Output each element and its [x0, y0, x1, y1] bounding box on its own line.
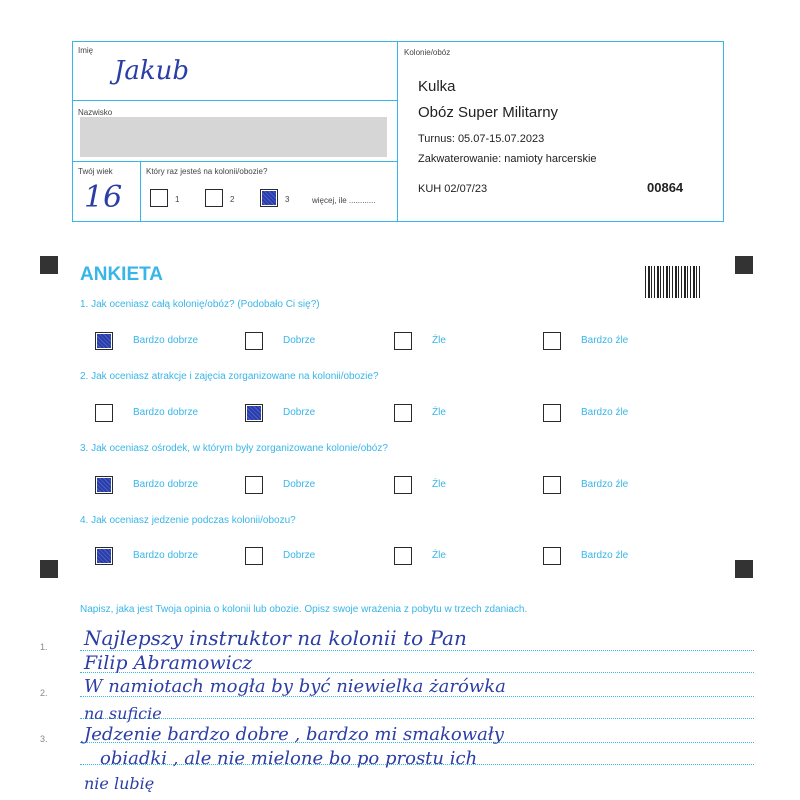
ktory-raz-option-2: 2: [230, 195, 235, 204]
q3-option-bardzo-dobrze-label: Bardzo dobrze: [133, 479, 199, 490]
question-1-text: 1. Jak oceniasz całą kolonię/obóz? (Podobało Ci się?): [80, 299, 320, 310]
q1-option-bardzo-dobrze-checkbox[interactable]: [95, 332, 113, 350]
q2-option-bardzo-zle-label: Bardzo źle: [581, 407, 629, 418]
survey-title: ANKIETA: [80, 264, 164, 285]
q1-option-dobrze-label: Dobrze: [283, 335, 316, 346]
registration-mark-bottom-right: [735, 560, 753, 578]
turnus: Turnus: 05.07-15.07.2023: [418, 133, 545, 145]
q2-option-bardzo-zle-checkbox[interactable]: [543, 404, 561, 422]
form-number: 00864: [647, 180, 684, 195]
q4-option-bardzo-zle-checkbox[interactable]: [543, 547, 561, 565]
q3-option-bardzo-zle-checkbox[interactable]: [543, 476, 561, 494]
q4-option-dobrze-checkbox[interactable]: [245, 547, 263, 565]
q1-option-dobrze-checkbox[interactable]: [245, 332, 263, 350]
q1-option-bardzo-dobrze-label: Bardzo dobrze: [133, 335, 199, 346]
wiek-label: Twój wiek: [78, 167, 113, 176]
q2-option-bardzo-dobrze-checkbox[interactable]: [95, 404, 113, 422]
ktory-raz-label: Który raz jesteś na kolonii/obozie?: [146, 167, 268, 176]
ktory-raz-option-1: 1: [175, 195, 180, 204]
registration-mark-top-left: [40, 256, 58, 274]
ktory-raz-checkbox-3[interactable]: [260, 189, 278, 207]
question-2-text: 2. Jak oceniasz atrakcje i zajęcia zorganizowane na kolonii/obozie?: [80, 371, 379, 382]
q4-option-bardzo-dobrze-label: Bardzo dobrze: [133, 550, 199, 561]
q1-option-bardzo-zle-label: Bardzo źle: [581, 335, 629, 346]
code: KUH 02/07/23: [418, 183, 488, 195]
opinion-prompt: Napisz, jaka jest Twoja opinia o kolonii lub obozie. Opisz swoje wrażenia z pobytu w trzech zdaniach.: [80, 604, 528, 615]
camp-type: Obóz Super Militarny: [418, 104, 559, 121]
q3-option-dobrze-checkbox[interactable]: [245, 476, 263, 494]
registration-mark-bottom-left: [40, 560, 58, 578]
q3-option-zle-checkbox[interactable]: [394, 476, 412, 494]
q1-option-bardzo-zle-checkbox[interactable]: [543, 332, 561, 350]
ktory-raz-checkbox-2[interactable]: [205, 189, 223, 207]
line-number-3: 3.: [40, 734, 48, 744]
q2-option-zle-label: Źle: [432, 407, 446, 418]
zakwaterowanie: Zakwaterowanie: namioty harcerskie: [418, 153, 597, 165]
q3-option-bardzo-zle-label: Bardzo źle: [581, 479, 629, 490]
imie-label: Imię: [78, 46, 94, 55]
question-4-text: 4. Jak oceniasz jedzenie podczas kolonii/obozu?: [80, 515, 296, 526]
q1-option-zle-label: Źle: [432, 335, 446, 346]
ktory-raz-checkbox-1[interactable]: [150, 189, 168, 207]
q1-option-zle-checkbox[interactable]: [394, 332, 412, 350]
q2-option-dobrze-label: Dobrze: [283, 407, 316, 418]
q3-option-bardzo-dobrze-checkbox[interactable]: [95, 476, 113, 494]
header-divider: [397, 41, 398, 221]
ktory-raz-option-3: 3: [285, 195, 290, 204]
registration-mark-top-right: [735, 256, 753, 274]
q2-option-bardzo-dobrze-label: Bardzo dobrze: [133, 407, 199, 418]
answer-line-1a: [80, 650, 754, 651]
q4-option-zle-checkbox[interactable]: [394, 547, 412, 565]
header-age-divider: [140, 161, 141, 221]
q4-option-bardzo-dobrze-checkbox[interactable]: [95, 547, 113, 565]
camp-name: Kulka: [418, 78, 456, 95]
q4-option-bardzo-zle-label: Bardzo źle: [581, 550, 629, 561]
header-row-divider-1: [72, 100, 398, 101]
barcode: [645, 266, 702, 298]
wiek-value[interactable]: 16: [84, 180, 123, 215]
q3-option-zle-label: Źle: [432, 479, 446, 490]
nazwisko-label: Nazwisko: [78, 108, 113, 117]
header-row-divider-2: [72, 161, 398, 162]
q4-option-zle-label: Źle: [432, 550, 446, 561]
q2-option-zle-checkbox[interactable]: [394, 404, 412, 422]
line-number-1: 1.: [40, 642, 48, 652]
q3-option-dobrze-label: Dobrze: [283, 479, 316, 490]
wiecej-label: więcej, ile ............: [312, 196, 376, 205]
answer-line-2b: [80, 718, 754, 719]
nazwisko-redacted: [80, 117, 387, 157]
kolonie-label: Kolonie/obóz: [404, 48, 451, 57]
q4-option-dobrze-label: Dobrze: [283, 550, 316, 561]
handwriting-line-1: Najlepszy instruktor na kolonii to Pan: [84, 626, 467, 650]
handwriting-line-4: na suficie: [84, 704, 162, 723]
imie-value[interactable]: Jakub: [114, 56, 190, 86]
handwriting-line-5: Jedzenie bardzo dobre , bardzo mi smakowały: [84, 724, 504, 745]
q2-option-dobrze-checkbox[interactable]: [245, 404, 263, 422]
handwriting-line-3: W namiotach mogła by być niewielka żarówka: [84, 676, 506, 697]
question-3-text: 3. Jak oceniasz ośrodek, w którym były zorganizowane kolonie/obóz?: [80, 443, 388, 454]
handwriting-line-7: nie lubię: [84, 774, 155, 793]
line-number-2: 2.: [40, 688, 48, 698]
handwriting-line-2: Filip Abramowicz: [84, 652, 253, 674]
handwriting-line-6: obiadki , ale nie mielone bo po prostu ich: [100, 748, 478, 769]
